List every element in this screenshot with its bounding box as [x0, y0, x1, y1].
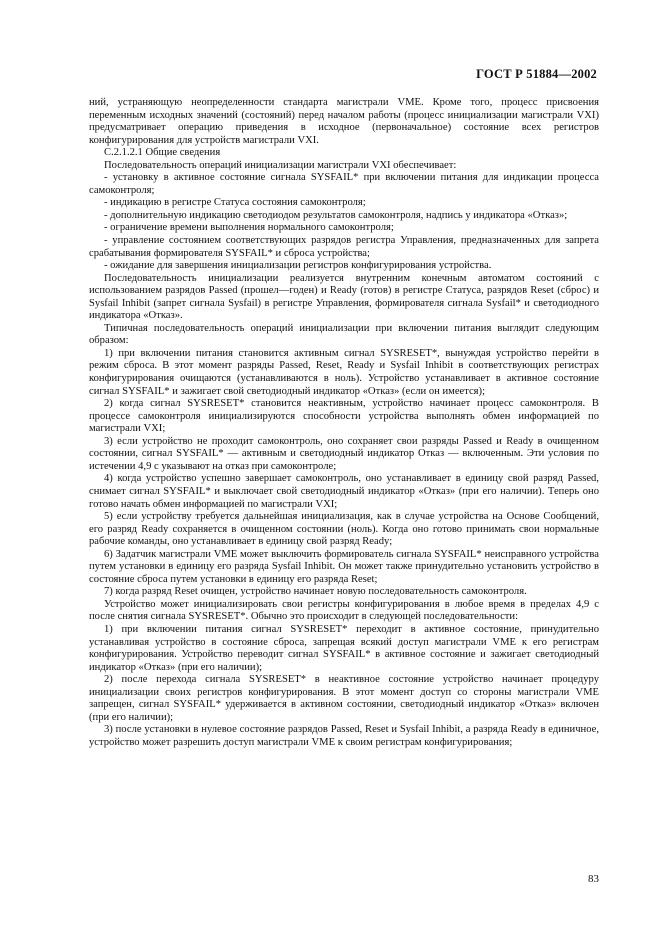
- paragraph: 7) когда разряд Reset очищен, устройство начинает новую последовательность самоконтроля.: [104, 586, 527, 598]
- paragraph: Типичная последовательность операций инициализации при включении питания выглядит следующим образом:: [89, 322, 599, 347]
- paragraph: - ограничение времени выполнения нормального самоконтроля;: [104, 222, 394, 234]
- paragraph: 5) если устройству требуется дальнейшая инициализация, как в случае устройства на Основе Сообщений, его разряд Ready сохраняется в очищенном состоянии (ноль). Когда оно готово принимать свои нормальные рабочие команды, оно устанавливает в единицу свой разряд Ready;: [89, 511, 599, 548]
- paragraph: С.2.1.2.1 Общие сведения: [104, 147, 221, 159]
- body-text: [89, 97, 599, 749]
- paragraph: ний, устраняющую неопределенности стандарта магистрали VME. Кроме того, процесс присвоения переменным исходных значений (состояний) перед началом работы (процесс инициализации магистрали VXI) предусматривает операцию приведения в исходное (первоначальное) состояние всех регистров конфигурирования для устройств магистрали VXI.: [89, 97, 599, 146]
- page-number: 83: [588, 873, 599, 885]
- paragraph: - дополнительную индикацию светодиодом результатов самоконтроля, надпись у индикатора «Отказ»;: [104, 209, 568, 221]
- paragraph: Последовательность инициализации реализуется внутренним конечным автоматом состояний с использованием разрядов Passed (прошел—годен) и Ready (готов) в регистре Статуса, разрядов Reset (сброс) и Sysfail Inhibit (запрет сигнала Sysfail) в регистре Управления, формирователя сигнала Sysfail* и светодиодного индикатора «Отказ».: [89, 272, 599, 322]
- paragraph: 2) после перехода сигнала SYSRESET* в неактивное состояние устройство начинает процедуру инициализации своих регистров конфигурирования. В этот момент доступ со стороны магистрали VME запрещен, сигнал SYSFAIL* удерживается в активном состоянии, светодиодный индикатор «Отказ» включен (при его наличии);: [89, 674, 599, 723]
- paragraph: 1) при включении питания сигнал SYSRESET* переходит в активное состояние, принудительно устанавливая устройство в состояние сброса, запрещая всякий доступ магистрали VME к его регистрам конфигурирования. Устройство переводит сигнал SYSFAIL* в активное состояние и зажигает светодиодный индикатор «Отказ» (при его наличии);: [89, 623, 599, 673]
- paragraph: Устройство может инициализировать свои регистры конфигурирования в любое время в пределах 4,9 с после снятия сигнала SYSRESET*. Обычно это происходит в следующей последовательности:: [89, 598, 599, 623]
- paragraph: - установку в активное состояние сигнала SYSFAIL* при включении питания для индикации процесса самоконтроля;: [89, 172, 599, 196]
- paragraph: Последовательность операций инициализации магистрали VXI обеспечивает:: [104, 159, 457, 171]
- document-id-header: ГОСТ Р 51884—2002: [476, 67, 597, 81]
- paragraph: 3) после установки в нулевое состояние разрядов Passed, Reset и Sysfail Inhibit, а разряда Ready в единичное, устройство может разрешить доступ магистрали VME к своим регистрам конфигурирования;: [89, 724, 599, 748]
- paragraph: - индикацию в регистре Статуса состояния самоконтроля;: [104, 197, 366, 209]
- paragraph: 4) когда устройство успешно завершает самоконтроль, оно устанавливает в единицу свой разряд Passed, снимает сигнал SYSFAIL* и выключает свой светодиодный индикатор «Отказ» (при его наличии). Теперь оно готово начать обмен информацией по магистрали VXI;: [89, 473, 599, 510]
- paragraph: 1) при включении питания становится активным сигнал SYSRESET*, вынуждая устройство перейти в режим сброса. В этот момент разряды Passed, Reset, Ready и Sysfail Inhibit в соответствующих регистрах конфигурирования очищаются (устанавливаются в ноль). Устройство устанавливает в активное состояние сигнал SYSFAIL* и зажигает свой светодиодный индикатор «Отказ» (если он имеется);: [89, 347, 599, 397]
- paragraph: 2) когда сигнал SYSRESET* становится неактивным, устройство начинает процесс самоконтроля. В процессе самоконтроля инициализируются способности устройства выполнять обмен информацией по магистрали VXI;: [89, 398, 599, 435]
- paragraph: 3) если устройство не проходит самоконтроль, оно сохраняет свои разряды Passed и Ready в очищенном состоянии, сигнал SYSFAIL* — активным и светодиодный индикатор Отказ — включенным. Эти условия по истечении 4,9 с указывают на отказ при самоконтроле;: [89, 435, 599, 472]
- paragraph: 6) Задатчик магистрали VME может выключить формирователь сигнала SYSFAIL* неисправного устройства путем установки в единицу его разряда Sysfail Inhibit. Он может также принудительно установить устройство в состояние сброса путем установки в единицу его разряда Reset;: [89, 548, 599, 585]
- paragraph: - управление состоянием соответствующих разрядов регистра Управления, предназначенных для запрета срабатывания формирователя SYSFAIL* и сброса устройства;: [89, 235, 599, 259]
- paragraph: - ожидание для завершения инициализации регистров конфигурирования устройства.: [104, 260, 492, 272]
